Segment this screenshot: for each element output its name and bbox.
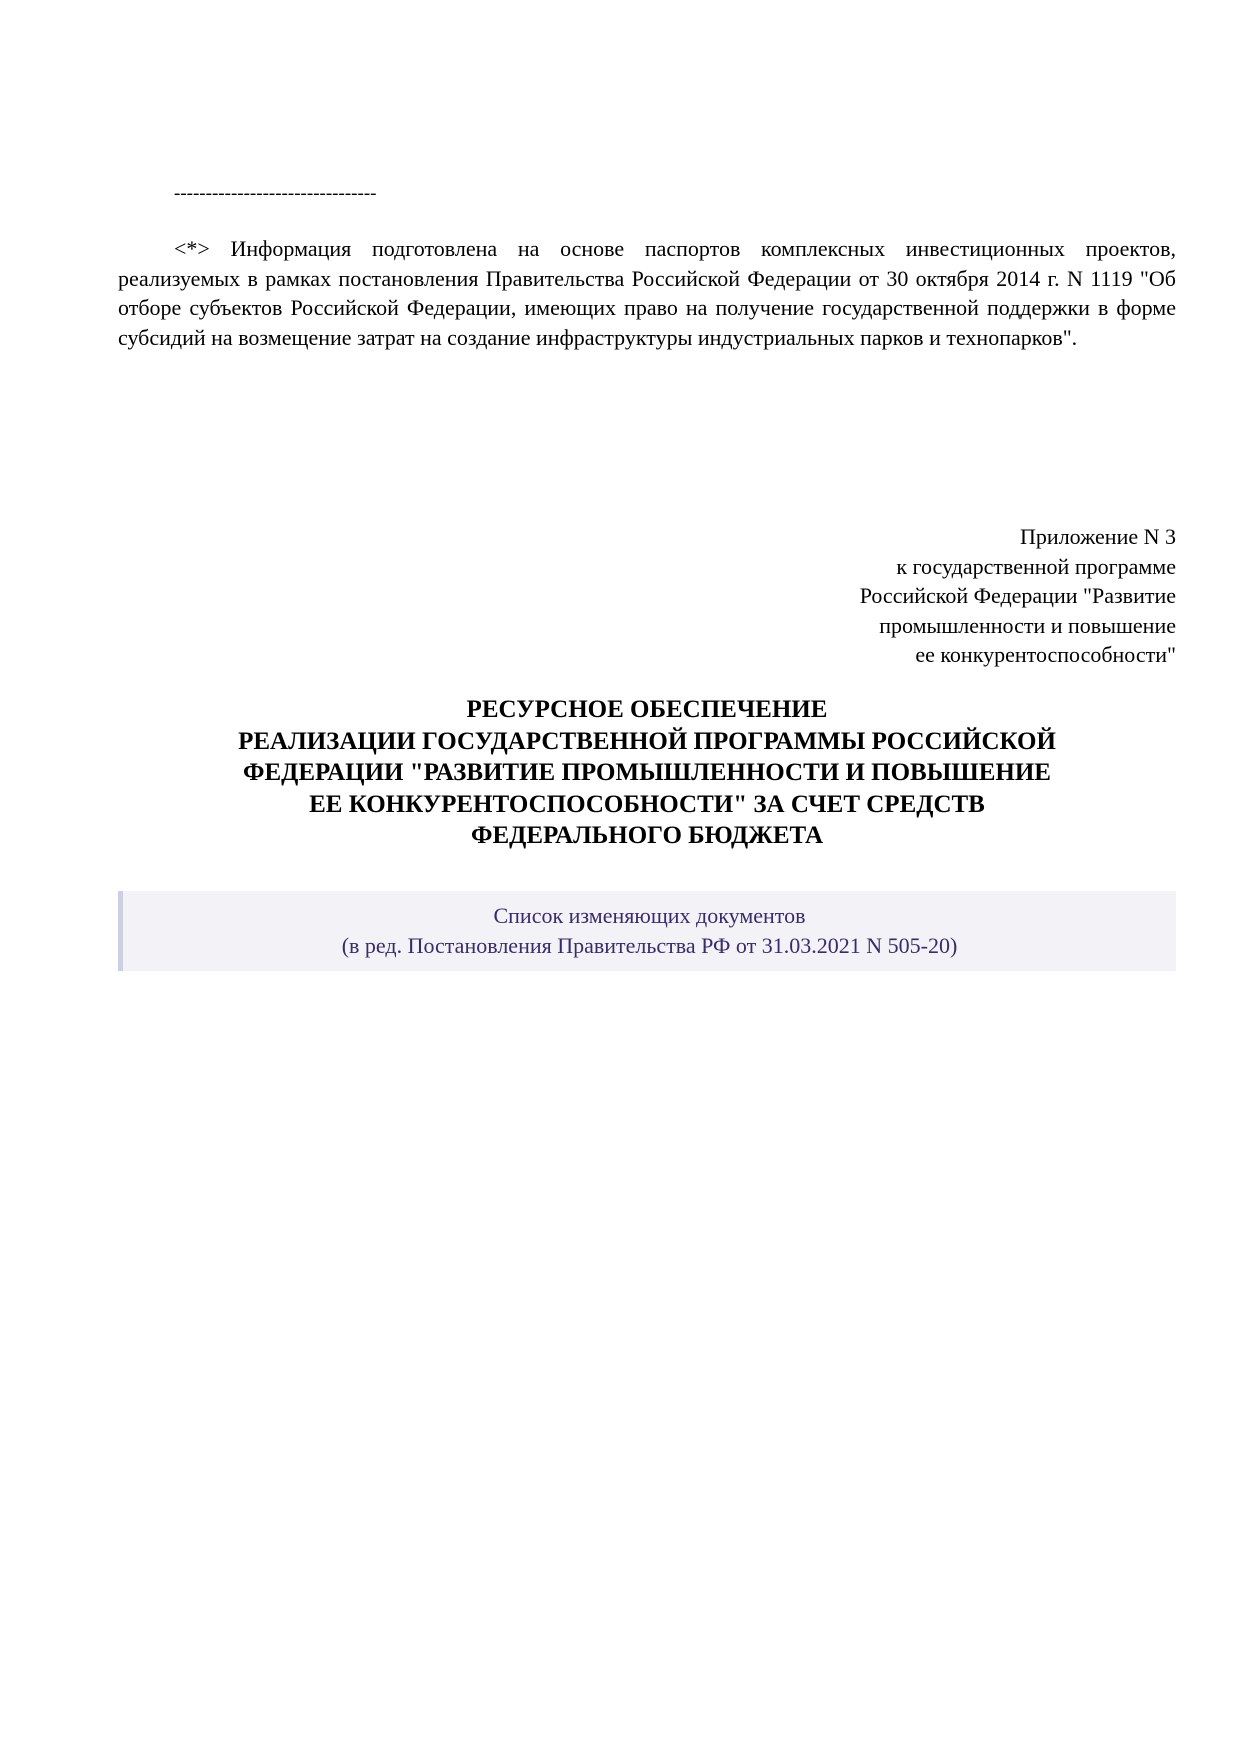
appendix-line: к государственной программе — [896, 553, 1176, 579]
appendix-line: ее конкурентоспособности" — [915, 642, 1176, 667]
document-title — [118, 694, 1176, 852]
title-line: РЕСУРСНОЕ ОБЕСПЕЧЕНИЕ — [466, 696, 828, 723]
revision-list-box — [118, 891, 1176, 971]
revision-list-heading: Список изменяющих документов — [493, 903, 806, 928]
revision-list-detail: (в ред. Постановления Правительства РФ от 31.03.2021 N 505-20) — [341, 932, 958, 958]
appendix-line: Российской Федерации "Развитие — [859, 583, 1176, 608]
title-line: ФЕДЕРАЦИИ "РАЗВИТИЕ ПРОМЫШЛЕННОСТИ И ПОВЫШЕНИЕ — [243, 759, 1051, 786]
footnote-separator: -------------------------------- — [174, 183, 377, 204]
footnote-text: <*> Информация подготовлена на основе паспортов комплексных инвестиционных проектов, реализуемых в рамках постановления Правительства Российской Федерации от 30 октября 2014 г. N 1119 "Об отборе субъектов Российской Федерации, имеющих право на получение государственной поддержки в форме субсидий на возмещение затрат на создание инфраструктуры индустриальных парков и технопарков". — [118, 236, 1176, 350]
title-line: ЕЕ КОНКУРЕНТОСПОСОБНОСТИ" ЗА СЧЕТ СРЕДСТВ — [309, 790, 985, 818]
title-line: ФЕДЕРАЛЬНОГО БЮДЖЕТА — [470, 822, 824, 849]
appendix-reference — [576, 522, 1176, 670]
title-line: РЕАЛИЗАЦИИ ГОСУДАРСТВЕННОЙ ПРОГРАММЫ РОССИЙСКОЙ — [238, 727, 1056, 755]
appendix-line: Приложение N 3 — [1020, 524, 1176, 549]
appendix-line: промышленности и повышение — [879, 612, 1176, 638]
